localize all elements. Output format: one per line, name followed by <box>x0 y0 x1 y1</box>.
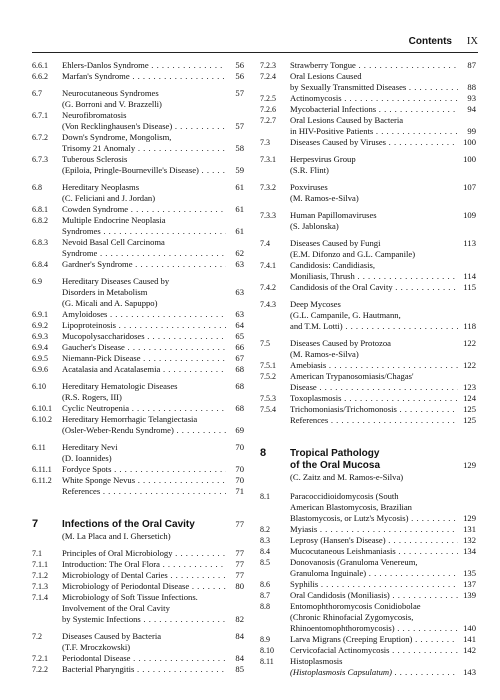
toc-entry-page: 69 <box>235 425 244 435</box>
toc-entry-page: 118 <box>463 321 476 331</box>
toc-entry <box>260 93 476 104</box>
toc-entry-text: Involvement of the Oral Cavity <box>62 603 170 613</box>
toc-chapter-entry <box>260 448 476 483</box>
toc-entry-text: (Chronic Rhinofacial Zygomycosis, <box>290 612 414 622</box>
toc-entry-text: Leprosy (Hansen's Disease) . . . <box>290 535 458 546</box>
toc-entry-number: 6.9 <box>32 277 42 286</box>
toc-entry-text: Hereditary Hematologic Diseases <box>62 381 178 391</box>
toc-entry-text: (Epiloia, Pringle-Bourneville's Disease) . . . <box>62 165 226 176</box>
toc-entry-number: 6.9.5 <box>32 354 48 363</box>
toc-entry-text: References . . . <box>62 486 226 497</box>
toc-entry-text: Diseases Caused by Bacteria <box>62 631 162 641</box>
toc-entry-text: Amyloidoses . . . <box>62 309 226 320</box>
toc-entry-text: Diseases Caused by Protozoa <box>290 338 391 348</box>
toc-entry <box>32 464 244 475</box>
toc-entry-number: 8.9 <box>260 635 270 644</box>
toc-entry-text: Oral Lesions Caused <box>290 71 362 81</box>
toc-entry-page: 56 <box>235 60 244 70</box>
toc-entry-number: 7.3.3 <box>260 211 276 220</box>
toc-entry <box>32 182 244 204</box>
toc-entry-text: of the Oral Mucosa <box>290 460 381 471</box>
toc-entry-number: 7.4.3 <box>260 300 276 309</box>
toc-entry-number: 8.8 <box>260 602 270 611</box>
toc-entry-number: 7.4 <box>260 239 270 248</box>
toc-entry <box>260 415 476 426</box>
toc-entry-text: Tuberous Sclerosis <box>62 154 128 164</box>
toc-entry-page: 135 <box>463 568 476 578</box>
toc-entry-text: Oral Candidosis (Moniliasis) . . . <box>290 590 458 601</box>
toc-entry-text: Nevoid Basal Cell Carcinoma <box>62 237 165 247</box>
toc-entry-number: 8.2 <box>260 525 270 534</box>
toc-entry-page: 142 <box>463 645 476 655</box>
toc-entry-text: Neurocutaneous Syndromes <box>62 88 159 98</box>
toc-entry <box>260 634 476 645</box>
toc-entry-number: 6.11 <box>32 443 46 452</box>
toc-entry-text: (D. Ioannides) <box>62 453 112 463</box>
toc-entry <box>260 210 476 232</box>
toc-entry-text: Bacterial Pharyngitis . . . <box>62 664 226 675</box>
toc-entry-text: Trichomoniasis/Trichomonosis . . . <box>290 404 458 415</box>
toc-entry-page: 122 <box>463 338 476 348</box>
toc-entry-text: (S.R. Flint) <box>290 165 329 175</box>
toc-entry-text: Tropical Pathology <box>290 448 380 459</box>
toc-entry-text: Diseases Caused by Viruses . . . <box>290 137 458 148</box>
toc-entry-page: 137 <box>463 579 476 589</box>
toc-entry-number: 7.2.3 <box>260 61 276 70</box>
toc-entry-text: Hereditary Neoplasms <box>62 182 140 192</box>
toc-entry-number: 8.11 <box>260 657 274 666</box>
toc-entry-text: Introduction: The Oral Flora . . . <box>62 559 226 570</box>
toc-entry-page: 85 <box>235 664 244 674</box>
toc-entry-text: (E.M. Difonzo and G.L. Campanile) <box>290 249 416 259</box>
toc-entry <box>260 182 476 204</box>
toc-entry <box>32 353 244 364</box>
toc-entry-text: Marfan's Syndrome . . . <box>62 71 226 82</box>
toc-entry-page: 63 <box>235 287 244 297</box>
toc-entry <box>32 664 244 675</box>
toc-entry-number: 7.5.1 <box>260 361 276 370</box>
toc-entry-text: (G. Micali and A. Sapuppo) <box>62 298 158 308</box>
toc-entry <box>260 524 476 535</box>
toc-entry-page: 68 <box>235 403 244 413</box>
toc-entry-text: Human Papillomaviruses <box>290 210 377 220</box>
toc-entry-text: Mucocutaneous Leishmaniasis . . . <box>290 546 458 557</box>
toc-entry-page: 61 <box>235 204 244 214</box>
toc-entry-text: (M. La Placa and I. Ghersetich) <box>62 531 171 541</box>
toc-entry <box>32 559 244 570</box>
toc-entry-number: 6.11.1 <box>32 465 52 474</box>
toc-entry-number: 6.9.3 <box>32 332 48 341</box>
toc-entry-page: 64 <box>235 320 244 330</box>
toc-entry-page: 70 <box>235 464 244 474</box>
toc-entry <box>260 260 476 282</box>
toc-entry <box>32 342 244 353</box>
toc-entry <box>260 71 476 93</box>
toc-entry-text: Poxviruses <box>290 182 328 192</box>
toc-entry-text: (S. Jablonska) <box>290 221 339 231</box>
toc-entry-number: 8.5 <box>260 558 270 567</box>
toc-entry-number: 7.2.2 <box>32 665 48 674</box>
toc-entry-page: 57 <box>235 88 244 98</box>
toc-entry-text: Principles of Oral Microbiology . . . <box>62 548 226 559</box>
toc-entry <box>32 331 244 342</box>
toc-entry <box>260 338 476 360</box>
toc-entry-number: 6.9.2 <box>32 321 48 330</box>
toc-entry-page: 134 <box>463 546 476 556</box>
toc-entry <box>32 653 244 664</box>
toc-entry-page: 58 <box>235 143 244 153</box>
toc-entry-text: Hereditary Nevi <box>62 442 118 452</box>
toc-entry-number: 7.1 <box>32 549 42 558</box>
toc-entry <box>260 371 476 393</box>
toc-entry-text: Strawberry Tongue . . . <box>290 60 458 71</box>
toc-entry <box>260 137 476 148</box>
toc-entry-text: Cowden Syndrome . . . <box>62 204 226 215</box>
toc-entry-page: 70 <box>235 475 244 485</box>
toc-entry <box>32 204 244 215</box>
toc-entry <box>32 154 244 176</box>
toc-entry-number: 6.6.2 <box>32 72 48 81</box>
toc-entry <box>260 238 476 260</box>
toc-entry-number: 6.7.1 <box>32 111 48 120</box>
toc-entry-page: 131 <box>463 524 476 534</box>
toc-entry <box>32 71 244 82</box>
toc-entry <box>260 60 476 71</box>
toc-entry <box>32 570 244 581</box>
toc-entry-page: 100 <box>463 154 476 164</box>
toc-entry <box>32 320 244 331</box>
toc-entry-page: 93 <box>467 93 476 103</box>
toc-entry-text: Disease . . . <box>290 382 458 393</box>
toc-entry-page: 87 <box>467 60 476 70</box>
toc-entry-text: (Von Recklinghausen's Disease) . . . <box>62 121 226 132</box>
toc-column-right <box>260 60 476 678</box>
toc-entry-text: Gaucher's Disease . . . <box>62 342 226 353</box>
toc-entry-text: Larva Migrans (Creeping Eruption) . . . <box>290 634 458 645</box>
running-header-title: Contents <box>408 36 452 47</box>
toc-entry <box>32 631 244 653</box>
toc-entry <box>260 656 476 678</box>
toc-entry-page: 67 <box>235 353 244 363</box>
toc-entry-text: Mucopolysaccharidoses . . . <box>62 331 226 342</box>
toc-entry-text: (C. Zaitz and M. Ramos-e-Silva) <box>290 472 404 482</box>
toc-entry-number: 6.8.4 <box>32 260 48 269</box>
toc-entry-number: 7.1.3 <box>32 582 48 591</box>
toc-entry <box>32 309 244 320</box>
toc-entry-page: 63 <box>235 259 244 269</box>
toc-entry-number: 6.9.4 <box>32 343 48 352</box>
toc-entry-number: 7.2 <box>32 632 42 641</box>
toc-entry <box>260 546 476 557</box>
toc-entry-page: 56 <box>235 71 244 81</box>
toc-entry-text: (M. Ramos-e-Silva) <box>290 193 359 203</box>
toc-entry <box>32 592 244 625</box>
toc-entry-page: 99 <box>467 126 476 136</box>
toc-entry-page: 68 <box>235 381 244 391</box>
toc-entry-text: American Trypanosomiasis/Chagas' <box>290 371 414 381</box>
toc-entry <box>32 237 244 259</box>
toc-entry-text: Microbiology of Dental Caries . . . <box>62 570 226 581</box>
toc-entry-text: Herpesvirus Group <box>290 154 356 164</box>
toc-entry-number: 7.1.1 <box>32 560 48 569</box>
toc-entry-page: 70 <box>235 442 244 452</box>
toc-entry-page: 109 <box>463 210 476 220</box>
toc-entry-page: 114 <box>463 271 476 281</box>
toc-entry-page: 61 <box>235 182 244 192</box>
toc-entry-page: 57 <box>235 121 244 131</box>
toc-entry-page: 143 <box>463 667 476 677</box>
toc-entry-page: 63 <box>235 309 244 319</box>
toc-entry-text: Down's Syndrome, Mongolism, <box>62 132 172 142</box>
toc-entry-number: 6.6.1 <box>32 61 48 70</box>
toc-entry-page: 122 <box>463 360 476 370</box>
toc-entry <box>32 276 244 309</box>
toc-entry <box>32 60 244 71</box>
toc-entry-text: Neurofibromatosis <box>62 110 127 120</box>
toc-entry <box>32 403 244 414</box>
toc-entry-text: Histoplasmosis <box>290 656 343 666</box>
running-header <box>32 36 478 53</box>
toc-entry-number: 8.7 <box>260 591 270 600</box>
toc-entry-text: Rhinoentomophthoromycosis) . . . <box>290 623 458 634</box>
toc-entry-text: (R.S. Rogers, III) <box>62 392 122 402</box>
toc-entry-page: 113 <box>463 238 476 248</box>
toc-entry-page: 129 <box>463 460 476 470</box>
toc-entry-text: Actinomycosis . . . <box>290 93 458 104</box>
toc-entry-page: 77 <box>235 519 244 529</box>
toc-entry-number: 7.4.2 <box>260 283 276 292</box>
toc-entry-page: 100 <box>463 137 476 147</box>
toc-entry-text: American Blastomycosis, Brazilian <box>290 502 412 512</box>
toc-entry-page: 77 <box>235 559 244 569</box>
toc-entry <box>260 404 476 415</box>
toc-entry-text: Gardner's Syndrome . . . <box>62 259 226 270</box>
toc-entry <box>260 557 476 579</box>
toc-entry-text: (T.F. Mroczkowski) <box>62 642 131 652</box>
toc-entry <box>260 154 476 176</box>
toc-entry-number: 7.3.2 <box>260 183 276 192</box>
toc-entry-number: 7.2.7 <box>260 116 276 125</box>
toc-entry-page: 125 <box>463 404 476 414</box>
toc-entry-number: 7.5.3 <box>260 394 276 403</box>
toc-entry-page: 132 <box>463 535 476 545</box>
toc-entry-number: 8.3 <box>260 536 270 545</box>
toc-entry-text: Mycobacterial Infections . . . <box>290 104 458 115</box>
toc-entry <box>260 104 476 115</box>
toc-entry <box>260 601 476 634</box>
toc-entry-number: 7.1.4 <box>32 593 48 602</box>
toc-entry-text: References . . . <box>290 415 458 426</box>
toc-entry-number: 6.8 <box>32 183 42 192</box>
toc-entry-text: Periodontal Disease . . . <box>62 653 226 664</box>
toc-entry <box>32 259 244 270</box>
toc-entry-number: 8 <box>260 447 267 459</box>
toc-entry-number: 6.9.1 <box>32 310 48 319</box>
toc-entry-text: Blastomycosis, or Lutz's Mycosis) . . . <box>290 513 458 524</box>
toc-entry-page: 82 <box>235 614 244 624</box>
toc-entry-text: (M. Ramos-e-Silva) <box>290 349 359 359</box>
toc-entry-text: Candidosis: Candidiasis, <box>290 260 375 270</box>
toc-entry-number: 6.10 <box>32 382 46 391</box>
toc-entry-page: 125 <box>463 415 476 425</box>
toc-entry-number: 7.1.2 <box>32 571 48 580</box>
toc-entry <box>260 579 476 590</box>
toc-entry-number: 7.2.6 <box>260 105 276 114</box>
toc-entry-text: Niemann-Pick Disease . . . <box>62 353 226 364</box>
toc-entry-text: Oral Lesions Caused by Bacteria <box>290 115 404 125</box>
toc-entry-text: Toxoplasmosis . . . <box>290 393 458 404</box>
toc-entry-text: White Sponge Nevus . . . <box>62 475 226 486</box>
toc-entry-text: Fordyce Spots . . . <box>62 464 226 475</box>
toc-entry-text: Hereditary Hemorrhagic Telangiectasia <box>62 414 198 424</box>
page-number: IX <box>466 36 478 47</box>
toc-entry-text: Myiasis . . . <box>290 524 458 535</box>
toc-entry-text: and T.M. Lotti) . . . <box>290 321 458 332</box>
toc-entry-page: 88 <box>467 82 476 92</box>
toc-entry-page: 77 <box>235 548 244 558</box>
toc-entry-text: Syndrome . . . <box>62 248 226 259</box>
toc-entry <box>32 381 244 403</box>
toc-entry-text: in HIV-Positive Patients . . . <box>290 126 458 137</box>
toc-entry-number: 8.1 <box>260 492 270 501</box>
toc-entry-page: 66 <box>235 342 244 352</box>
toc-entry-text: Syndromes . . . <box>62 226 226 237</box>
toc-entry-page: 115 <box>463 282 476 292</box>
toc-entry-page: 59 <box>235 165 244 175</box>
toc-entry-page: 61 <box>235 226 244 236</box>
toc-entry-text: Disorders in Metabolism <box>62 287 148 297</box>
toc-entry-text: Candidosis of the Oral Cavity . . . <box>290 282 458 293</box>
toc-entry-text: Cyclic Neutropenia . . . <box>62 403 226 414</box>
toc-entry-number: 6.7 <box>32 89 42 98</box>
toc-entry-number: 7.3.1 <box>260 155 276 164</box>
toc-entry-number: 7.2.4 <box>260 72 276 81</box>
toc-entry-number: 8.4 <box>260 547 270 556</box>
toc-entry <box>260 360 476 371</box>
toc-entry-page: 123 <box>463 382 476 392</box>
toc-entry-text: Amebiasis . . . <box>290 360 458 371</box>
toc-entry-text: Entomophthoromycosis Conidiobolae <box>290 601 421 611</box>
toc-entry <box>260 282 476 293</box>
toc-entry <box>32 132 244 154</box>
toc-entry-text: (G.L. Campanile, G. Hautmann, <box>290 310 401 320</box>
toc-entry-number: 7.5.4 <box>260 405 276 414</box>
toc-entry <box>260 299 476 332</box>
toc-entry <box>32 475 244 486</box>
toc-entry-number: 6.7.3 <box>32 155 48 164</box>
toc-entry <box>32 442 244 464</box>
toc-entry <box>260 590 476 601</box>
toc-entry-page: 80 <box>235 581 244 591</box>
toc-entry-text: by Sexually Transmitted Diseases . . . <box>290 82 458 93</box>
toc-entry-page: 107 <box>463 182 476 192</box>
toc-entry-text: Donovanosis (Granuloma Venereum, <box>290 557 418 567</box>
toc-entry-page: 129 <box>463 513 476 523</box>
toc-entry-number: 7.2.5 <box>260 94 276 103</box>
toc-entry-text: Multiple Endocrine Neoplasia <box>62 215 166 225</box>
toc-entry-page: 84 <box>235 631 244 641</box>
toc-entry <box>32 88 244 110</box>
toc-column-left <box>32 60 244 675</box>
toc-entry-text: Acatalasia and Acatalasemia . . . <box>62 364 226 375</box>
toc-entry <box>260 115 476 137</box>
toc-entry-number: 6.8.3 <box>32 238 48 247</box>
toc-entry-number: 7.2.1 <box>32 654 48 663</box>
toc-entry <box>260 535 476 546</box>
toc-entry-number: 8.10 <box>260 646 274 655</box>
toc-entry-number: 6.8.1 <box>32 205 48 214</box>
toc-entry-number: 6.11.2 <box>32 476 52 485</box>
toc-entry-text: Diseases Caused by Fungi <box>290 238 381 248</box>
toc-entry-text: Microbiology of Soft Tissue Infections. <box>62 592 198 602</box>
toc-entry-page: 65 <box>235 331 244 341</box>
toc-entry-text: Paracoccidioidomycosis (South <box>290 491 399 501</box>
toc-entry-text: Moniliasis, Thrush . . . <box>290 271 458 282</box>
toc-entry-text: Deep Mycoses <box>290 299 341 309</box>
toc-entry-text: Lipoproteinosis . . . <box>62 320 226 331</box>
toc-entry-page: 141 <box>463 634 476 644</box>
toc-entry-text: Syphilis . . . <box>290 579 458 590</box>
toc-entry-number: 6.10.2 <box>32 415 52 424</box>
toc-entry-number: 7.5.2 <box>260 372 276 381</box>
toc-entry-number: 7 <box>32 518 39 530</box>
toc-entry-page: 84 <box>235 653 244 663</box>
toc-entry-number: 7.4.1 <box>260 261 276 270</box>
toc-entry <box>32 581 244 592</box>
toc-entry <box>32 414 244 436</box>
toc-entry-text: Cervicofacial Actinomycosis . . . <box>290 645 458 656</box>
toc-entry-text: Hereditary Diseases Caused by <box>62 276 170 286</box>
toc-entry <box>32 364 244 375</box>
toc-entry-text: Ehlers-Danlos Syndrome . . . <box>62 60 226 71</box>
toc-entry-text: (Histoplasmosis Capsulatum) . . . <box>290 667 458 678</box>
toc-entry-page: 77 <box>235 570 244 580</box>
toc-entry-page: 62 <box>235 248 244 258</box>
toc-entry <box>32 486 244 497</box>
toc-entry-text: (C. Feliciani and J. Jordan) <box>62 193 156 203</box>
toc-entry-page: 94 <box>467 104 476 114</box>
toc-entry-number: 7.5 <box>260 339 270 348</box>
toc-entry-number: 6.10.1 <box>32 404 52 413</box>
toc-entry-text: by Systemic Infections . . . <box>62 614 226 625</box>
toc-entry-text: Trisomy 21 Anomaly . . . <box>62 143 226 154</box>
toc-entry-text: (G. Borroni and V. Brazzelli) <box>62 99 162 109</box>
toc-entry <box>32 215 244 237</box>
toc-entry <box>260 645 476 656</box>
toc-entry-text: (Osler-Weber-Rendu Syndrome) . . . <box>62 425 226 436</box>
toc-entry <box>260 393 476 404</box>
toc-entry-page: 68 <box>235 364 244 374</box>
toc-entry-number: 8.6 <box>260 580 270 589</box>
toc-entry <box>32 548 244 559</box>
toc-entry-text: Microbiology of Periodontal Disease . . . <box>62 581 226 592</box>
toc-entry-text: Granuloma Inguinale) . . . <box>290 568 458 579</box>
toc-entry-number: 7.3 <box>260 138 270 147</box>
toc-entry-number: 6.9.6 <box>32 365 48 374</box>
toc-entry <box>260 491 476 524</box>
toc-chapter-entry <box>32 519 244 542</box>
toc-entry-page: 124 <box>463 393 476 403</box>
toc-entry-text: Infections of the Oral Cavity <box>62 519 195 530</box>
toc-entry-page: 139 <box>463 590 476 600</box>
toc-entry-number: 6.7.2 <box>32 133 48 142</box>
toc-entry-page: 71 <box>235 486 244 496</box>
toc-entry-number: 6.8.2 <box>32 216 48 225</box>
toc-entry <box>32 110 244 132</box>
toc-entry-page: 140 <box>463 623 476 633</box>
